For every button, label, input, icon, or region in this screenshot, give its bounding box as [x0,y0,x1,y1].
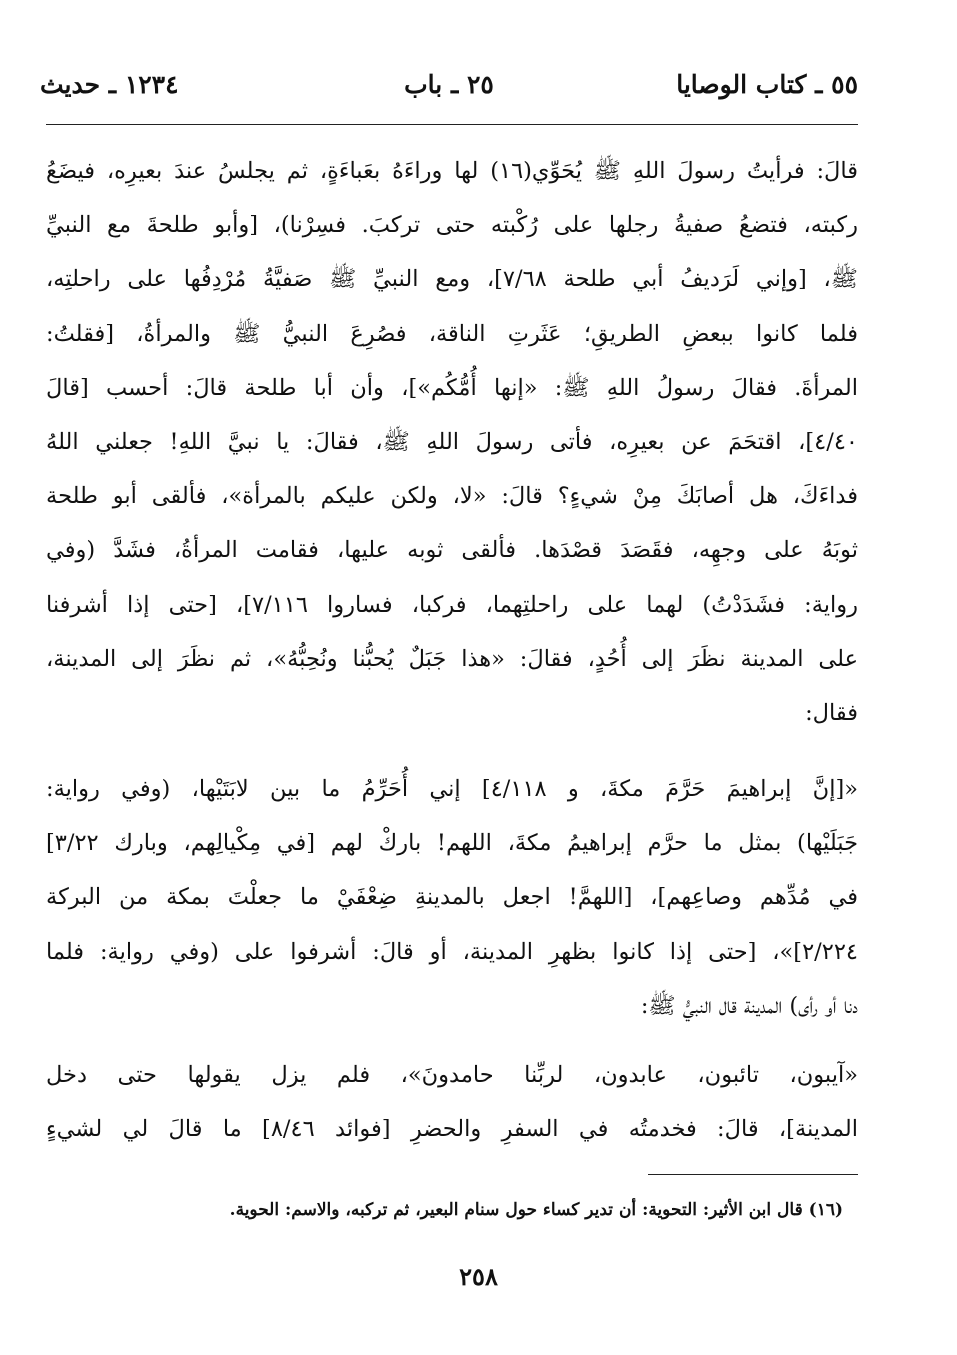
page-number: ٢٥٨ [459,1262,498,1291]
footnote-divider [648,1174,858,1175]
header-section: ٢٥ ـ باب [404,70,494,99]
paragraph-1 [46,144,858,740]
header-divider [46,124,858,125]
text-line: «[إنَّ إبراهيمَ حَرَّمَ مكةَ، و ٤/١١٨] إني أُحَرِّمُ ما بين لابَتَيْها، (وفي رواية: [46,776,858,802]
text-line: ثوبَهُ على وجهِه، فقَصَدَ قصْدَها. فألقى ثوبه عليها، فقامت المرأةُ، فشَدَّ (وفي [46,537,858,564]
text-line: فقال: [805,699,858,726]
paragraph-3 [46,1048,858,1156]
text-line: جَبَلَيْها) بمثل ما حرَّم إبراهيمُ مكةَ، اللهم! باركْ لهم [في مِكْيالِهم، وبارك ٣/٢٢] [46,830,858,857]
text-line: المرأةَ. فقالَ رسولُ اللهِ ﷺ: «إنها أُمُّكُم»]، وأن أبا طلحة قالَ: أحسب [قالَ [46,374,858,401]
text-line: «آيبون، تائبون، عابدون، لربِّنا حامدونَ»، فلم يزل يقولها حتى دخل [46,1062,858,1088]
paragraph-2 [46,762,858,1033]
text-line: رواية: فشَدَدْتُ) لهما على راحلتِهما، فركبا، فساروا ٧/١١٦]، [حتى إذا أشرفنا [46,591,858,618]
text-line: قالَ: فرأيتُ رسولَ اللهِ ﷺ يُحَوِّي(١٦) لها وراءَهُ بعَباءَةٍ، ثم يجلسُ عندَ بعيرِه، فيضَعُ [46,158,858,184]
page-header [40,70,858,114]
header-hadith-number: ١٢٣٤ ـ حديث [40,70,179,99]
header-chapter: ٥٥ ـ كتاب الوصايا [676,70,858,99]
footnote: (١٦) قال ابن الأثير: التحوية: أن تدير كساء حول سنام البعير، ثم تركبه، والاسم: الحوية. [229,1200,843,1220]
text-line: المدينة]، قالَ: فخدمتُه في السفرِ والحضرِ [فوائد ٨/٤٦] ما قالَ لي لشيءٍ [46,1116,858,1143]
text-line: ﷺ، [وإني لَرَديفُ أبي طلحة ٧/٦٨]، ومع النبيِّ ﷺ صَفيَّةُ مُرْدِفُها على راحلتِه، [46,266,858,293]
text-line: فداءَكَ، هل أصابَكَ مِنْ شيءٍ؟ قالَ: «لا، ولكن عليكم بالمرأة»، فألقى أبو طلحة [46,483,858,510]
text-line: في مُدِّهم وصاعِهم]، [اللهمَّ! اجعل بالمدينةِ ضِعْفَيْ ما جعلْتَ بمكة من البركة [46,884,858,911]
text-line: فلما كانوا ببعضِ الطريقِ؛ عَثَرتِ الناقة، فصُرِعَ النبيُّ ﷺ والمرأةُ، [فقلتُ: [46,320,858,347]
text-line: ٢/٢٢٤]»، [حتى إذا كانوا بظهرِ المدينة، أو قالَ: أشرفوا على (وفي رواية: فلما [46,938,858,965]
text-line: دنا أو رأى) المدينة قال النبيُّ ﷺ: [640,992,858,1019]
text-line: على المدينة نظَرَ إلى أُحُدٍ، فقالَ: «هذا جَبَلٌ يُحبُّنا ونُحِبُّهُ»، ثم نظَرَ إلى المدينة، [46,645,858,672]
text-line: ركبته، فتضعُ صفيةُ رجلها على رُكْبته حتى تركبَ. فسِرْنا)، [وأبو طلحةَ مع النبيِّ [46,212,858,239]
text-line: ٤/٤٠]، اقتحَمَ عن بعيرِه، فأتى رسولَ اللهِ ﷺ، فقالَ: يا نبيَّ اللهِ! جعلني اللهُ [46,428,858,455]
